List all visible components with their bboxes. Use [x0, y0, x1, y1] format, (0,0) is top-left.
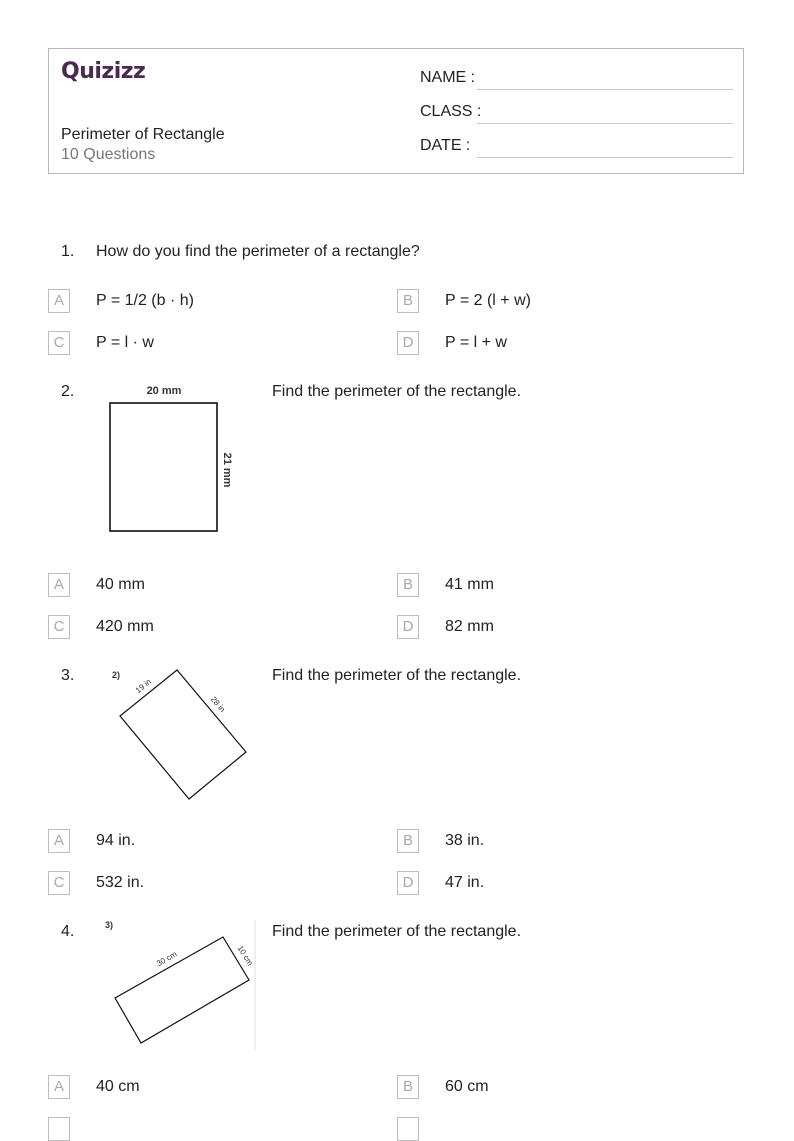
option-text[interactable]: 38 in. — [445, 832, 485, 849]
option-text[interactable]: 40 mm — [96, 576, 145, 593]
option-letter-box[interactable]: C — [48, 331, 70, 355]
option-text[interactable]: P = l · w — [96, 334, 154, 351]
question-text: Find the perimeter of the rectangle. — [272, 667, 522, 684]
question-text: How do you find the perimeter of a rectangle? — [96, 243, 420, 260]
name-field-line[interactable] — [477, 89, 733, 90]
option-text[interactable]: 94 in. — [96, 832, 136, 849]
question-number: 1. — [61, 243, 75, 260]
long-side-label: 30 cm — [155, 949, 179, 969]
option-letter-box[interactable]: B — [397, 829, 419, 853]
option-letter-box[interactable]: C — [48, 615, 70, 639]
short-side-label: 19 in — [133, 677, 154, 696]
option-letter-box[interactable]: A — [48, 829, 70, 853]
option-text[interactable]: 41 mm — [445, 576, 494, 593]
short-side-label: 10 cm — [235, 944, 255, 968]
figure-tag: 2) — [112, 670, 121, 680]
date-field-label: DATE : — [420, 137, 471, 154]
option-text[interactable]: 40 cm — [96, 1078, 140, 1095]
class-field-line[interactable] — [477, 123, 733, 124]
option-letter-box[interactable]: B — [397, 1075, 419, 1099]
top-side-label: 20 mm — [146, 385, 182, 397]
date-field-line[interactable] — [477, 157, 733, 158]
question-count: 10 Questions — [61, 146, 156, 163]
option-letter-box[interactable]: C — [48, 871, 70, 895]
question-number: 2. — [61, 383, 75, 400]
option-letter-box[interactable]: A — [48, 289, 70, 313]
long-side-label: 28 in — [208, 694, 227, 714]
worksheet-header — [48, 48, 744, 174]
option-letter-box[interactable]: A — [48, 573, 70, 597]
option-text[interactable]: P = 1/2 (b · h) — [96, 292, 194, 309]
class-field-label: CLASS : — [420, 103, 482, 120]
rectangle-figure — [100, 380, 250, 540]
option-letter-box[interactable] — [397, 1117, 419, 1141]
worksheet-title: Perimeter of Rectangle — [61, 126, 225, 143]
option-letter-box[interactable]: D — [397, 871, 419, 895]
option-letter-box[interactable]: D — [397, 331, 419, 355]
question-number: 3. — [61, 667, 75, 684]
rotated-rectangle-figure — [100, 660, 260, 810]
option-letter-box[interactable]: A — [48, 1075, 70, 1099]
logo-text: Quizizz — [61, 59, 146, 84]
option-text[interactable]: P = 2 (l + w) — [445, 292, 531, 309]
rectangle-shape — [115, 937, 249, 1043]
rectangle-shape — [110, 403, 217, 531]
option-text[interactable]: 420 mm — [96, 618, 154, 635]
option-letter-box[interactable] — [48, 1117, 70, 1141]
option-text[interactable]: 82 mm — [445, 618, 494, 635]
option-text[interactable]: 532 in. — [96, 874, 145, 891]
question-text: Find the perimeter of the rectangle. — [272, 923, 522, 940]
option-text[interactable]: 60 cm — [445, 1078, 489, 1095]
option-letter-box[interactable]: D — [397, 615, 419, 639]
figure-tag: 3) — [105, 920, 114, 930]
question-number: 4. — [61, 923, 75, 940]
rotated-rectangle-figure — [96, 912, 260, 1052]
option-letter-box[interactable]: B — [397, 573, 419, 597]
right-side-label: 21 mm — [221, 452, 233, 488]
name-field-label: NAME : — [420, 69, 476, 86]
quizizz-logo — [61, 59, 151, 87]
option-text[interactable]: P = l + w — [445, 334, 507, 351]
option-text[interactable]: 47 in. — [445, 874, 485, 891]
question-text: Find the perimeter of the rectangle. — [272, 383, 522, 400]
option-letter-box[interactable]: B — [397, 289, 419, 313]
